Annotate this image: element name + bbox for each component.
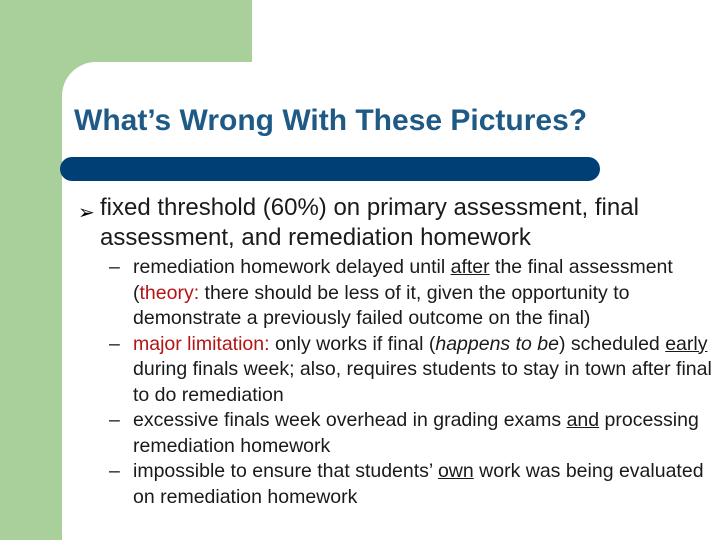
sub-text: only works if final ( [269, 332, 436, 355]
sub-text: the final assessment ( [133, 256, 673, 304]
sub-text: work was being evaluated on remediation homework [133, 460, 704, 508]
sub-text: processing remediation homework [133, 409, 699, 457]
sub-text: impossible to ensure that students’ [133, 460, 438, 482]
sub-bullet-own-work [105, 459, 715, 510]
sub-bullet-remediation-delay [105, 255, 715, 332]
underlined-word: and [566, 409, 600, 431]
dash-marker: – [109, 332, 120, 355]
highlight-term: major limitation: [133, 332, 270, 355]
title-underline-bar [60, 157, 600, 181]
underlined-word: after [450, 256, 490, 278]
dash-marker: – [109, 460, 120, 482]
underlined-word: early [665, 332, 708, 355]
italic-phrase: happens to be [435, 332, 559, 355]
sub-text: excessive finals week overhead in grading exams [133, 409, 567, 431]
sub-bullet-list [105, 255, 715, 510]
sub-text: there should be less of it, given the opportunity to demonstrate a previously failed outcome on the final) [133, 281, 630, 329]
underlined-word: own [437, 460, 474, 482]
sub-text: remediation homework delayed until [133, 256, 451, 278]
main-bullet-text: fixed threshold (60%) on primary assessment, final assessment, and remediation homework [100, 194, 639, 251]
arrow-bullet-icon: ➢ [78, 202, 95, 224]
dash-marker: – [109, 256, 120, 278]
highlight-term: theory: [139, 281, 200, 304]
sub-text: during finals week; also, requires students to stay in town after final to do remediation [133, 358, 712, 406]
sub-bullet-major-limitation [105, 332, 715, 409]
sub-text: ) scheduled [558, 332, 666, 355]
dash-marker: – [109, 409, 120, 431]
slide-title: What’s Wrong With These Pictures? [74, 104, 588, 137]
sub-bullet-overhead [105, 408, 715, 459]
